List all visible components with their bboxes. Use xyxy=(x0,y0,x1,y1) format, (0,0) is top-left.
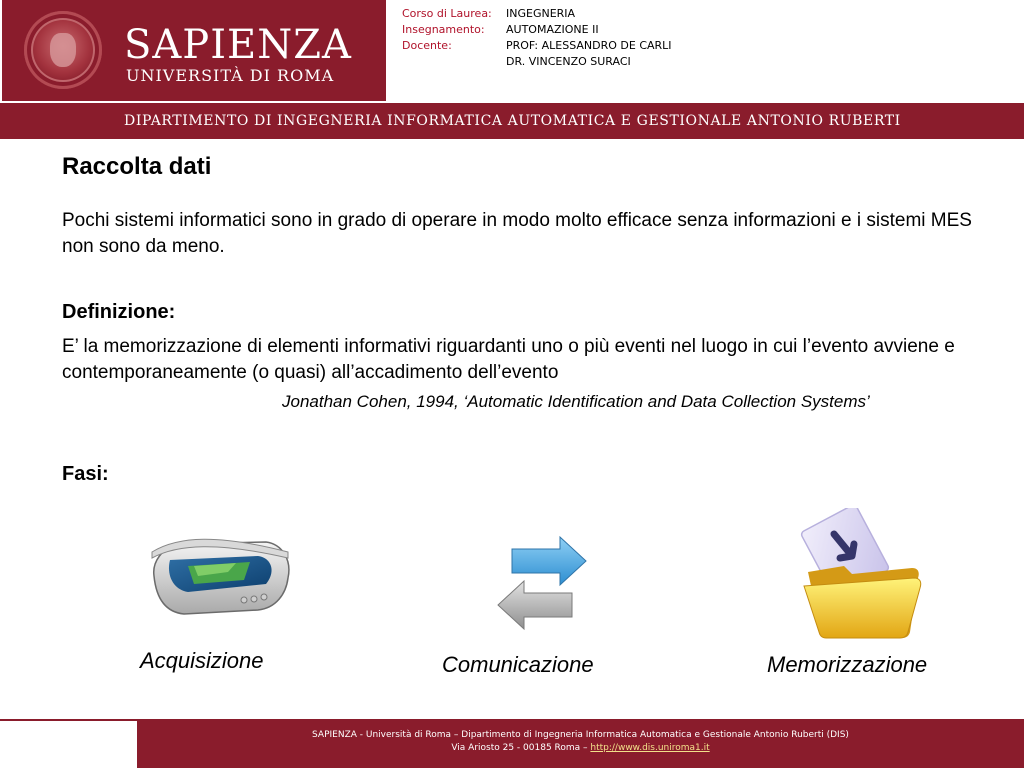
arrows-exchange-icon xyxy=(494,535,590,631)
course-value: INGEGNERIA xyxy=(506,7,576,20)
phase-label-storage: Memorizzazione xyxy=(767,652,928,677)
scanner-icon xyxy=(148,532,294,618)
course-row xyxy=(402,6,672,22)
teacher-row xyxy=(402,38,672,54)
teacher-value-2: DR. VINCENZO SURACI xyxy=(506,55,631,68)
university-seal-icon xyxy=(24,11,102,89)
brand-subtitle: UNIVERSITÀ DI ROMA xyxy=(126,66,335,85)
brand-name: SAPIENZA xyxy=(124,22,352,68)
citation: Jonathan Cohen, 1994, ‘Automatic Identification and Data Collection Systems’ xyxy=(282,392,870,411)
phase-label-acquisition: Acquisizione xyxy=(140,648,264,673)
definition-heading: Definizione: xyxy=(62,301,176,323)
footer-line-1: SAPIENZA - Università di Roma – Dipartimento di Ingegneria Informatica Automatica e Gestionale Antonio Ruberti (DIS) xyxy=(312,730,849,740)
definition-text: E’ la memorizzazione di elementi informativi riguardanti uno o più eventi nel luogo in cui l’evento avviene e contemporaneamente (o quasi) all’accadimento dell’evento xyxy=(62,336,955,383)
teacher-value: PROF: ALESSANDRO DE CARLI xyxy=(506,39,672,52)
footer-divider xyxy=(0,719,137,721)
department-name: DIPARTIMENTO DI INGEGNERIA INFORMATICA AUTOMATICA E GESTIONALE ANTONIO RUBERTI xyxy=(124,113,901,129)
subject-label: Insegnamento: xyxy=(402,23,485,36)
phases-heading: Fasi: xyxy=(62,463,109,485)
footer-website-link[interactable]: http://www.dis.uniroma1.it xyxy=(590,743,710,753)
course-label: Corso di Laurea: xyxy=(402,7,492,20)
footer-text xyxy=(137,729,1024,755)
subject-value: AUTOMAZIONE II xyxy=(506,23,599,36)
footer-address: Via Ariosto 25 - 00185 Roma – xyxy=(451,743,591,753)
folder-download-icon xyxy=(800,508,924,640)
footer-line-2 xyxy=(137,742,1024,755)
intro-paragraph: Pochi sistemi informatici sono in grado di operare in modo molto efficace senza informazioni e i sistemi MES non sono da meno. xyxy=(62,210,972,257)
phase-label-communication: Comunicazione xyxy=(442,652,594,677)
teacher-label: Docente: xyxy=(402,39,452,52)
teacher-label-2 xyxy=(402,54,506,70)
subject-row xyxy=(402,22,672,38)
teacher-row-2 xyxy=(402,54,672,70)
course-info xyxy=(402,6,672,70)
university-logo-block xyxy=(2,0,386,101)
slide-title: Raccolta dati xyxy=(62,153,212,180)
